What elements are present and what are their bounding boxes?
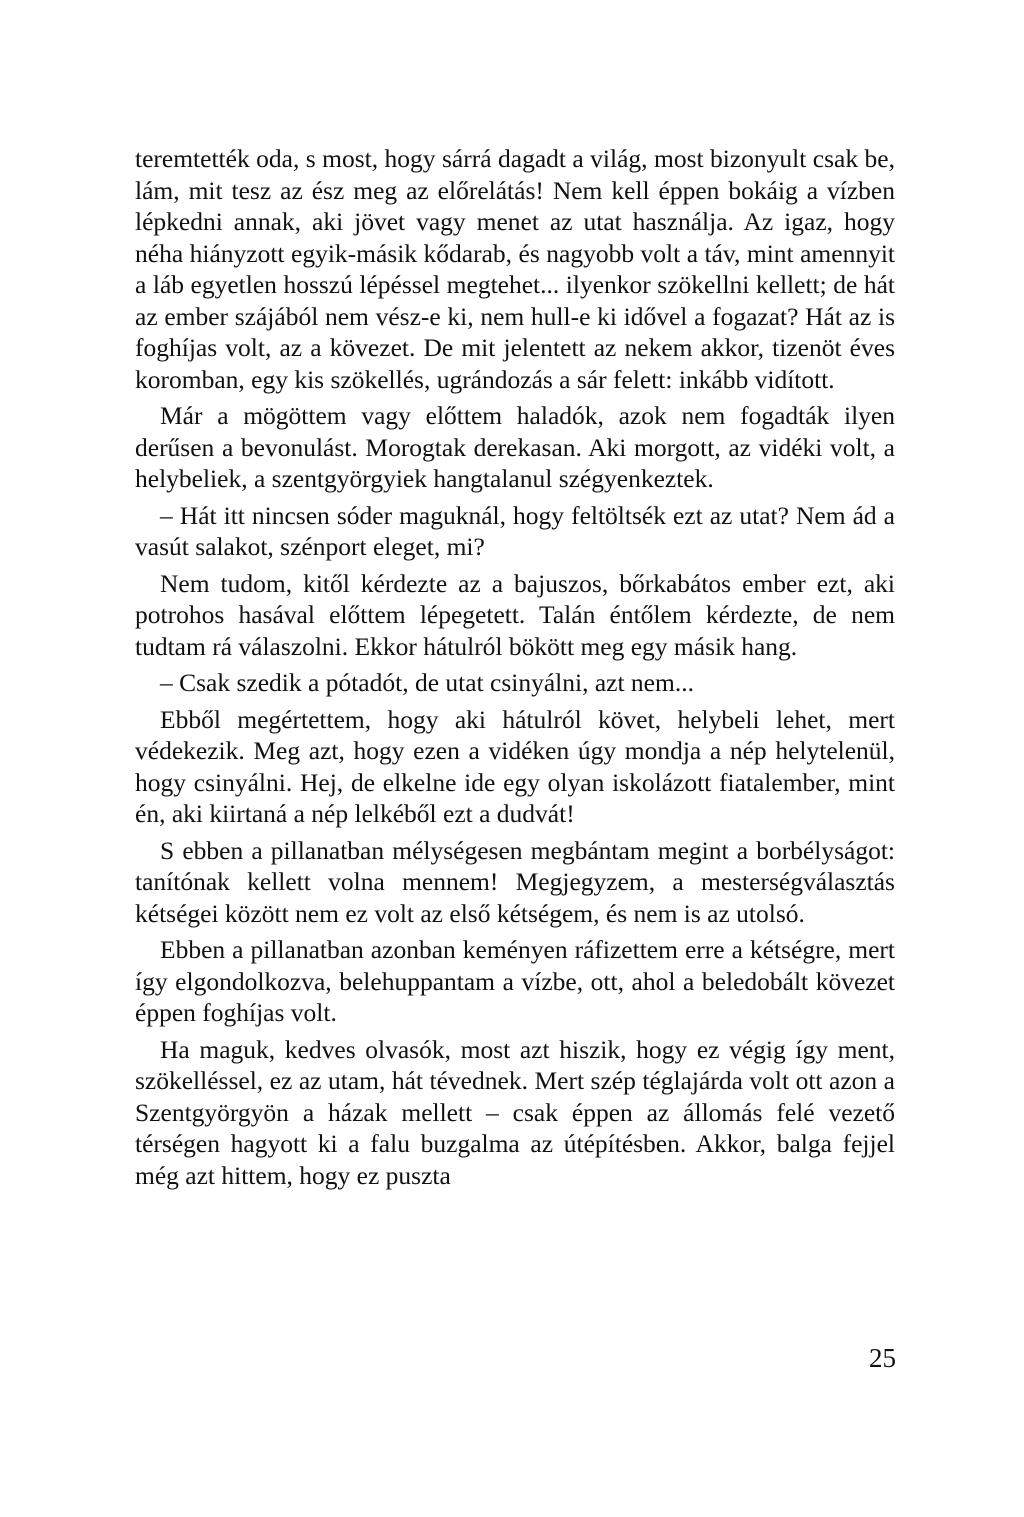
paragraph-5: S ebben a pillanatban mélységesen megbántam megint a borbélyságot: tanítónak kellett volna mennem! Megjegyzem, a mesterségválasztás kétségei között nem ez volt az első kétségem, és nem is az utolsó. — [135, 835, 895, 928]
paragraph-1: teremtették oda, s most, hogy sárrá dagadt a világ, most bizonyult csak be, lám, mit tesz az ész meg az előrelátás! Nem kell éppen bokáig a vízben lépkedni annak, aki jövet vagy menet az utat használja. Az igaz, hogy néha hiányzott egyik-másik kődarab, és nagyobb volt a táv, mint amennyit a láb egyetlen hosszú lépéssel megtehet... ilyenkor szökellni kellett; de hát az ember szájából nem vész-e ki, nem hull-e ki idővel a fogazat? Hát az is foghíjas volt, az a kövezet. De mit jelentett az nekem akkor, tizenöt éves koromban, egy kis szökellés, ugrándozás a sár felett: inkább vidított. — [135, 144, 895, 394]
dialogue-line-1: – Hát itt nincsen sóder maguknál, hogy feltöltsék ezt az utat? Nem ád a vasút salakot, szénport eleget, mi? — [135, 500, 895, 561]
paragraph-6: Ebben a pillanatban azonban keményen ráfizettem erre a kétségre, mert így elgondolkozva, belehuppantam a vízbe, ott, ahol a beledobált kövezet éppen foghíjas volt. — [135, 935, 895, 1027]
paragraph-3: Nem tudom, kitől kérdezte az a bajuszos, bőrkabátos ember ezt, aki potrohos hasával előttem lépegetett. Talán éntőlem kérdezte, de nem tudtam rá válaszolni. Ekkor hátulról bökött meg egy másik hang. — [135, 568, 895, 661]
paragraph-7: Ha maguk, kedves olvasók, most azt hiszik, hogy ez végig így ment, szökelléssel, ez az utam, hát tévednek. Mert szép téglajárda volt ott azon a Szentgyörgyön a házak mellett – csak éppen az állomás felé vezető térségen hagyott ki a falu buzgalma az útépítésben. Akkor, balga fejjel még azt hittem, hogy ez puszta — [135, 1034, 895, 1190]
body-text — [135, 143, 895, 1196]
paragraph-2: Már a mögöttem vagy előttem haladók, azok nem fogadták ilyen derűsen a bevonulást. Morogtak derekasan. Aki morgott, az vidéki volt, a helybeliek, a szentgyörgyiek hangtalanul szégyenkeztek. — [135, 401, 895, 493]
page-number: 25 — [869, 1343, 896, 1373]
paragraph-4: Ebből megértettem, hogy aki hátulról követ, helybeli lehet, mert védekezik. Meg azt, hogy ezen a vidéken úgy mondja a nép helytelenül, hogy csinyálni. Hej, de elkelne ide egy olyan iskolázott fiatalember, mint én, aki kiirtaná a nép lelkéből ezt a dudvát! — [135, 704, 895, 828]
dialogue-line-2: – Csak szedik a pótadót, de utat csinyálni, azt nem... — [160, 668, 694, 697]
